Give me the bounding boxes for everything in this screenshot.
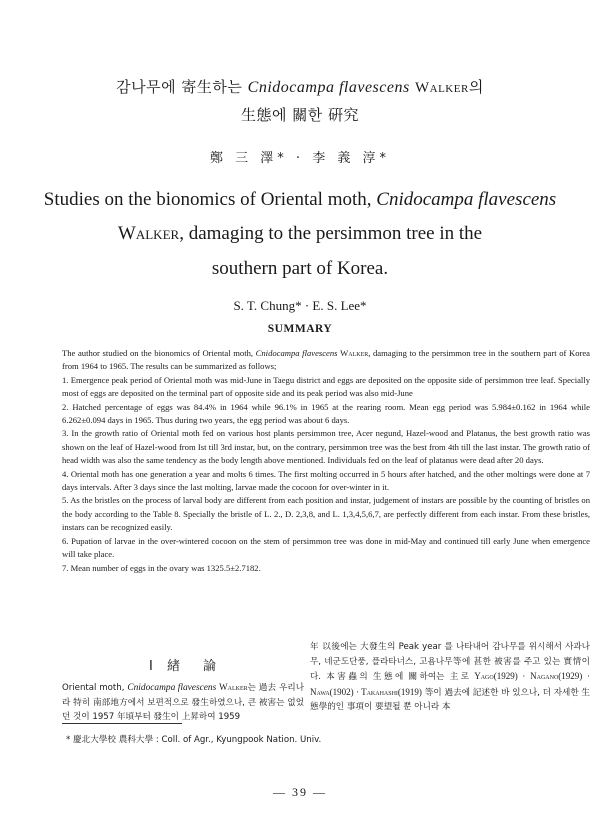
korean-title-species: Cnidocampa flavescens: [247, 79, 410, 96]
summary-item-6: 6. Pupation of larvae in the over-wintered cocoon on the stem of persimmon tree was done in mid-May and continued till early June when emergence will take place.: [62, 535, 590, 560]
summary-item-1: 1. Emergence peak period of Oriental moth was mid-June in Taegu district and eggs are deposited on the opposite side of persimmon tree leaf. Specially most of eggs are deposited on the terminal part of opposite side and its peak period was also mid-June: [62, 374, 590, 399]
english-authors: S. T. Chung* · E. S. Lee*: [233, 298, 367, 313]
english-title-line-2-rest: , damaging to the persimmon tree in the: [179, 223, 483, 244]
english-title-line-3: southern part of Korea.: [211, 258, 389, 279]
summary-item-7: 7. Mean number of eggs in the ovary was 1325.5±2.7182.: [62, 562, 261, 573]
page-number: — 39 —: [273, 785, 327, 799]
intro-right-references: Yago(1929) · Nagano(1929) · Nawa(1902) · Takahashi(1919): [310, 671, 590, 697]
summary-intro: [62, 347, 590, 374]
korean-title-suffix: 의: [468, 78, 484, 96]
intro-right-prefix: 年 以後에는 大發生의 Peak year 를 나타내어 감나무를 위시해서 사과나무, 네군도단풍, 플라타너스, 고욤나무等에 甚한 被害를 주고 있는 實情이다. 本害蟲의 生態에 關하여는 主로: [310, 642, 590, 683]
korean-title-prefix: 감나무에 寄生하는: [116, 78, 243, 96]
intro-left-column: [62, 680, 304, 725]
english-title-species-author: Walker: [117, 223, 180, 244]
korean-title-line-2: 生態에 關한 硏究: [240, 106, 360, 124]
intro-left-species-author: Walker: [219, 682, 248, 692]
footnote-divider: [62, 723, 182, 724]
english-title-prefix: Studies on the bionomics of Oriental moth,: [43, 189, 372, 210]
korean-title-species-author: Walker: [414, 80, 469, 96]
korean-authors: 鄭 三 澤* · 李 義 淳*: [210, 151, 390, 166]
summary-intro-prefix: The author studied on the bionomics of Oriental moth,: [62, 348, 254, 358]
summary-intro-species: Cnidocampa flavescens: [255, 348, 338, 358]
english-title-species: Cnidocampa flavescens: [376, 189, 557, 210]
intro-left-rest: 는 過去 우리나라 特히 南部地方에서 보편적으로 發生하였으나, 큰 被害는 없었던 것이 1957 年頃부터 發生이 上昇하여 1959: [62, 683, 304, 723]
summary-item-4: 4. Oriental moth has one generation a year and molts 6 times. The first molting occurred in 5 hours after hatched, and the other moltings were done at 7 days intervals. After 3 days since the last molting, larvae made the cocoon for over-winter in it.: [62, 468, 590, 493]
intro-right-column: [310, 640, 590, 715]
section-heading-introduction: Ⅰ 緖 論: [149, 659, 221, 674]
summary-item-5: 5. As the bristles on the process of larval body are different from each position and instar, judgement of instars are possible by the counting of bristles on the body according to the Table 8. Specially the bristle of L. 2., D. 2,3,8, and L. 1,3,4,5,6,7, are perfectly different from each instar. From these bristles, instars can be recognized easily.: [62, 495, 590, 533]
intro-left-species: Cnidocampa flavescens: [127, 683, 217, 693]
summary-intro-rest: , damaging to the persimmon tree in the southern part of Korea from 1964 to 1965. The results can be summarized as follows;: [62, 348, 590, 372]
korean-title-line-1: [0, 76, 600, 97]
summary-item-3: 3. In the growth ratio of Oriental moth fed on various host plants persimmon tree, Acer negund, Hazel-wood and Platanus, the best growth ratio was shown on the leaf of Hazel-wood from Ist till 3rd instar, but, on the contrary, persimmon tree was the best from 4th till the last instar. The growth ratio of head width was also the same tendency as the body length above mentioned. Individuals fed on the leaf of platanus were dead after 20 days.: [62, 428, 590, 466]
summary-body: [62, 347, 590, 575]
summary-item-2: 2. Hatched percentage of eggs was 84.4% in 1964 while 96.1% in 1965 at the rearing room. Mean egg period was 5.984±0.162 in 1964 while 6.262±0.094 days in 1965. Thus during two years, the egg period was about 6 days.: [62, 401, 590, 426]
summary-intro-species-author: Walker: [340, 348, 369, 358]
intro-right-rest: 等이 過去에 記述한 바 있으나, 더 자세한 生態學的인 事項이 要望될 뿐 아니라 本: [310, 687, 591, 713]
summary-heading: SUMMARY: [267, 323, 333, 335]
english-title-line-1: [0, 190, 600, 209]
footnote-affiliation: * 慶北大學校 農科大學 : Coll. of Agr., Kyungpook Nation. Univ.: [66, 735, 322, 745]
intro-left-prefix: Oriental moth,: [62, 683, 125, 693]
english-title-line-2: [0, 224, 600, 243]
